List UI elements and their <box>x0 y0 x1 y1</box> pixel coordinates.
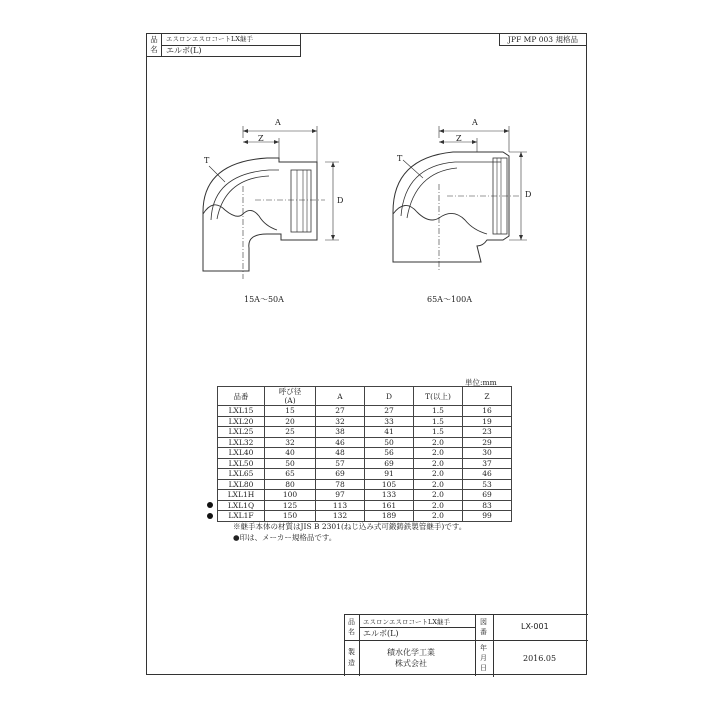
tb-seizo-label: 製 造 <box>348 648 355 667</box>
table-header-cell: Z <box>463 387 512 406</box>
table-cell: 1.5 <box>414 427 463 438</box>
table-cell: 38 <box>316 427 365 438</box>
table-cell: 25 <box>265 427 316 438</box>
standard-label: JPF MP 003 規格品 <box>499 34 586 46</box>
table-cell: LXL20 <box>218 416 265 427</box>
table-cell: LXL25 <box>218 427 265 438</box>
table-row <box>218 500 512 511</box>
table-cell: LXL1H <box>218 490 265 501</box>
table-cell: 32 <box>316 416 365 427</box>
product-name: エルボ(L) <box>166 46 202 55</box>
tb-drawing-number: LX-001 <box>521 622 549 631</box>
table-row <box>218 469 512 480</box>
table-cell: 48 <box>316 448 365 459</box>
table-row <box>218 479 512 490</box>
table-cell: 32 <box>265 437 316 448</box>
table-header-cell: 呼び径 (A) <box>265 387 316 406</box>
dimension-table <box>217 386 512 522</box>
hinmei-label: 品 名 <box>147 34 162 56</box>
left-dim-z: Z <box>258 134 264 143</box>
table-header-cell: A <box>316 387 365 406</box>
table-cell: 1.5 <box>414 406 463 417</box>
table-cell: 133 <box>365 490 414 501</box>
table-cell: 113 <box>316 500 365 511</box>
table-cell: 40 <box>265 448 316 459</box>
table-cell: 50 <box>365 437 414 448</box>
table-cell: 99 <box>463 511 512 522</box>
table-cell: 53 <box>463 479 512 490</box>
table-cell: 16 <box>463 406 512 417</box>
right-dim-a: A <box>472 118 478 127</box>
table-cell: LXL50 <box>218 458 265 469</box>
table-cell: LXL1Q <box>218 500 265 511</box>
elbow-drawings <box>147 34 588 334</box>
table-cell: 161 <box>365 500 414 511</box>
table-cell: 2.0 <box>414 469 463 480</box>
table-cell: LXL32 <box>218 437 265 448</box>
tb-zuban-label: 図 番 <box>480 618 487 636</box>
table-cell: 2.0 <box>414 448 463 459</box>
table-cell: 46 <box>463 469 512 480</box>
unit-label: 単位:mm <box>465 378 497 387</box>
tb-date: 2016.05 <box>523 654 557 663</box>
table-cell: 2.0 <box>414 479 463 490</box>
table-cell: LXL40 <box>218 448 265 459</box>
table-cell: LXL80 <box>218 479 265 490</box>
table-notes <box>233 521 466 543</box>
table-cell: 50 <box>265 458 316 469</box>
table-cell: 37 <box>463 458 512 469</box>
table-cell: LXL15 <box>218 406 265 417</box>
table-cell: 56 <box>365 448 414 459</box>
table-header-cell: 品番 <box>218 387 265 406</box>
table-cell: 150 <box>265 511 316 522</box>
table-cell: 27 <box>316 406 365 417</box>
table-row <box>218 511 512 522</box>
tb-date-label: 年 月 日 <box>480 644 487 672</box>
right-dim-z: Z <box>456 134 462 143</box>
left-dim-a: A <box>275 118 281 127</box>
large-elbow-figure <box>393 126 527 272</box>
tb-maker-line2: 株式会社 <box>395 659 427 668</box>
table-header-cell: D <box>365 387 414 406</box>
tb-hinmei-label: 品 名 <box>348 618 355 636</box>
table-row <box>218 437 512 448</box>
table-cell: 23 <box>463 427 512 438</box>
table-cell: LXL1F <box>218 511 265 522</box>
note-material: ※継手本体の材質はJIS B 2301(ねじ込み式可鍛鋳鉄製管継手)です。 <box>233 522 467 531</box>
table-cell: 80 <box>265 479 316 490</box>
maker-standard-mark <box>207 502 213 508</box>
table-row <box>218 416 512 427</box>
product-line: エスロンエスロコートLX継手 <box>166 35 253 43</box>
table-cell: 132 <box>316 511 365 522</box>
table-cell: 2.0 <box>414 490 463 501</box>
table-cell: 97 <box>316 490 365 501</box>
table-row <box>218 490 512 501</box>
table-cell: 19 <box>463 416 512 427</box>
table-cell: 15 <box>265 406 316 417</box>
note-mark: ●印は、メーカー規格品です。 <box>233 533 337 542</box>
table-cell: 69 <box>316 469 365 480</box>
left-dim-t: T <box>204 156 210 165</box>
table-cell: 78 <box>316 479 365 490</box>
table-cell: 83 <box>463 500 512 511</box>
table-row <box>218 448 512 459</box>
table-cell: 105 <box>365 479 414 490</box>
right-dim-t: T <box>397 154 403 163</box>
tb-product-name: エルボ(L) <box>363 629 399 638</box>
table-cell: 189 <box>365 511 414 522</box>
table-cell: 125 <box>265 500 316 511</box>
left-dim-d: D <box>337 196 344 205</box>
left-caption: 15A～50A <box>244 295 284 304</box>
maker-standard-mark <box>207 513 213 519</box>
drawing-sheet <box>146 33 587 675</box>
table-cell: 2.0 <box>414 500 463 511</box>
table-cell: 46 <box>316 437 365 448</box>
table-header-cell: T(以上) <box>414 387 463 406</box>
table-cell: 2.0 <box>414 511 463 522</box>
table-cell: 29 <box>463 437 512 448</box>
right-dim-d: D <box>525 190 532 199</box>
tb-product-line: エスロンエスロコートLX継手 <box>363 618 450 626</box>
table-row <box>218 427 512 438</box>
table-cell: 33 <box>365 416 414 427</box>
table-cell: 30 <box>463 448 512 459</box>
tb-maker-line1: 積水化学工業 <box>387 648 435 657</box>
table-cell: 2.0 <box>414 458 463 469</box>
table-cell: 100 <box>265 490 316 501</box>
title-block <box>344 614 588 676</box>
table-cell: 91 <box>365 469 414 480</box>
table-cell: LXL65 <box>218 469 265 480</box>
table-cell: 2.0 <box>414 437 463 448</box>
table-cell: 27 <box>365 406 414 417</box>
table-cell: 57 <box>316 458 365 469</box>
table-cell: 41 <box>365 427 414 438</box>
small-elbow-figure <box>203 126 339 279</box>
table-cell: 65 <box>265 469 316 480</box>
table-cell: 69 <box>463 490 512 501</box>
table-cell: 1.5 <box>414 416 463 427</box>
right-caption: 65A～100A <box>427 295 473 304</box>
table-row <box>218 458 512 469</box>
table-cell: 69 <box>365 458 414 469</box>
table-cell: 20 <box>265 416 316 427</box>
table-row <box>218 406 512 417</box>
